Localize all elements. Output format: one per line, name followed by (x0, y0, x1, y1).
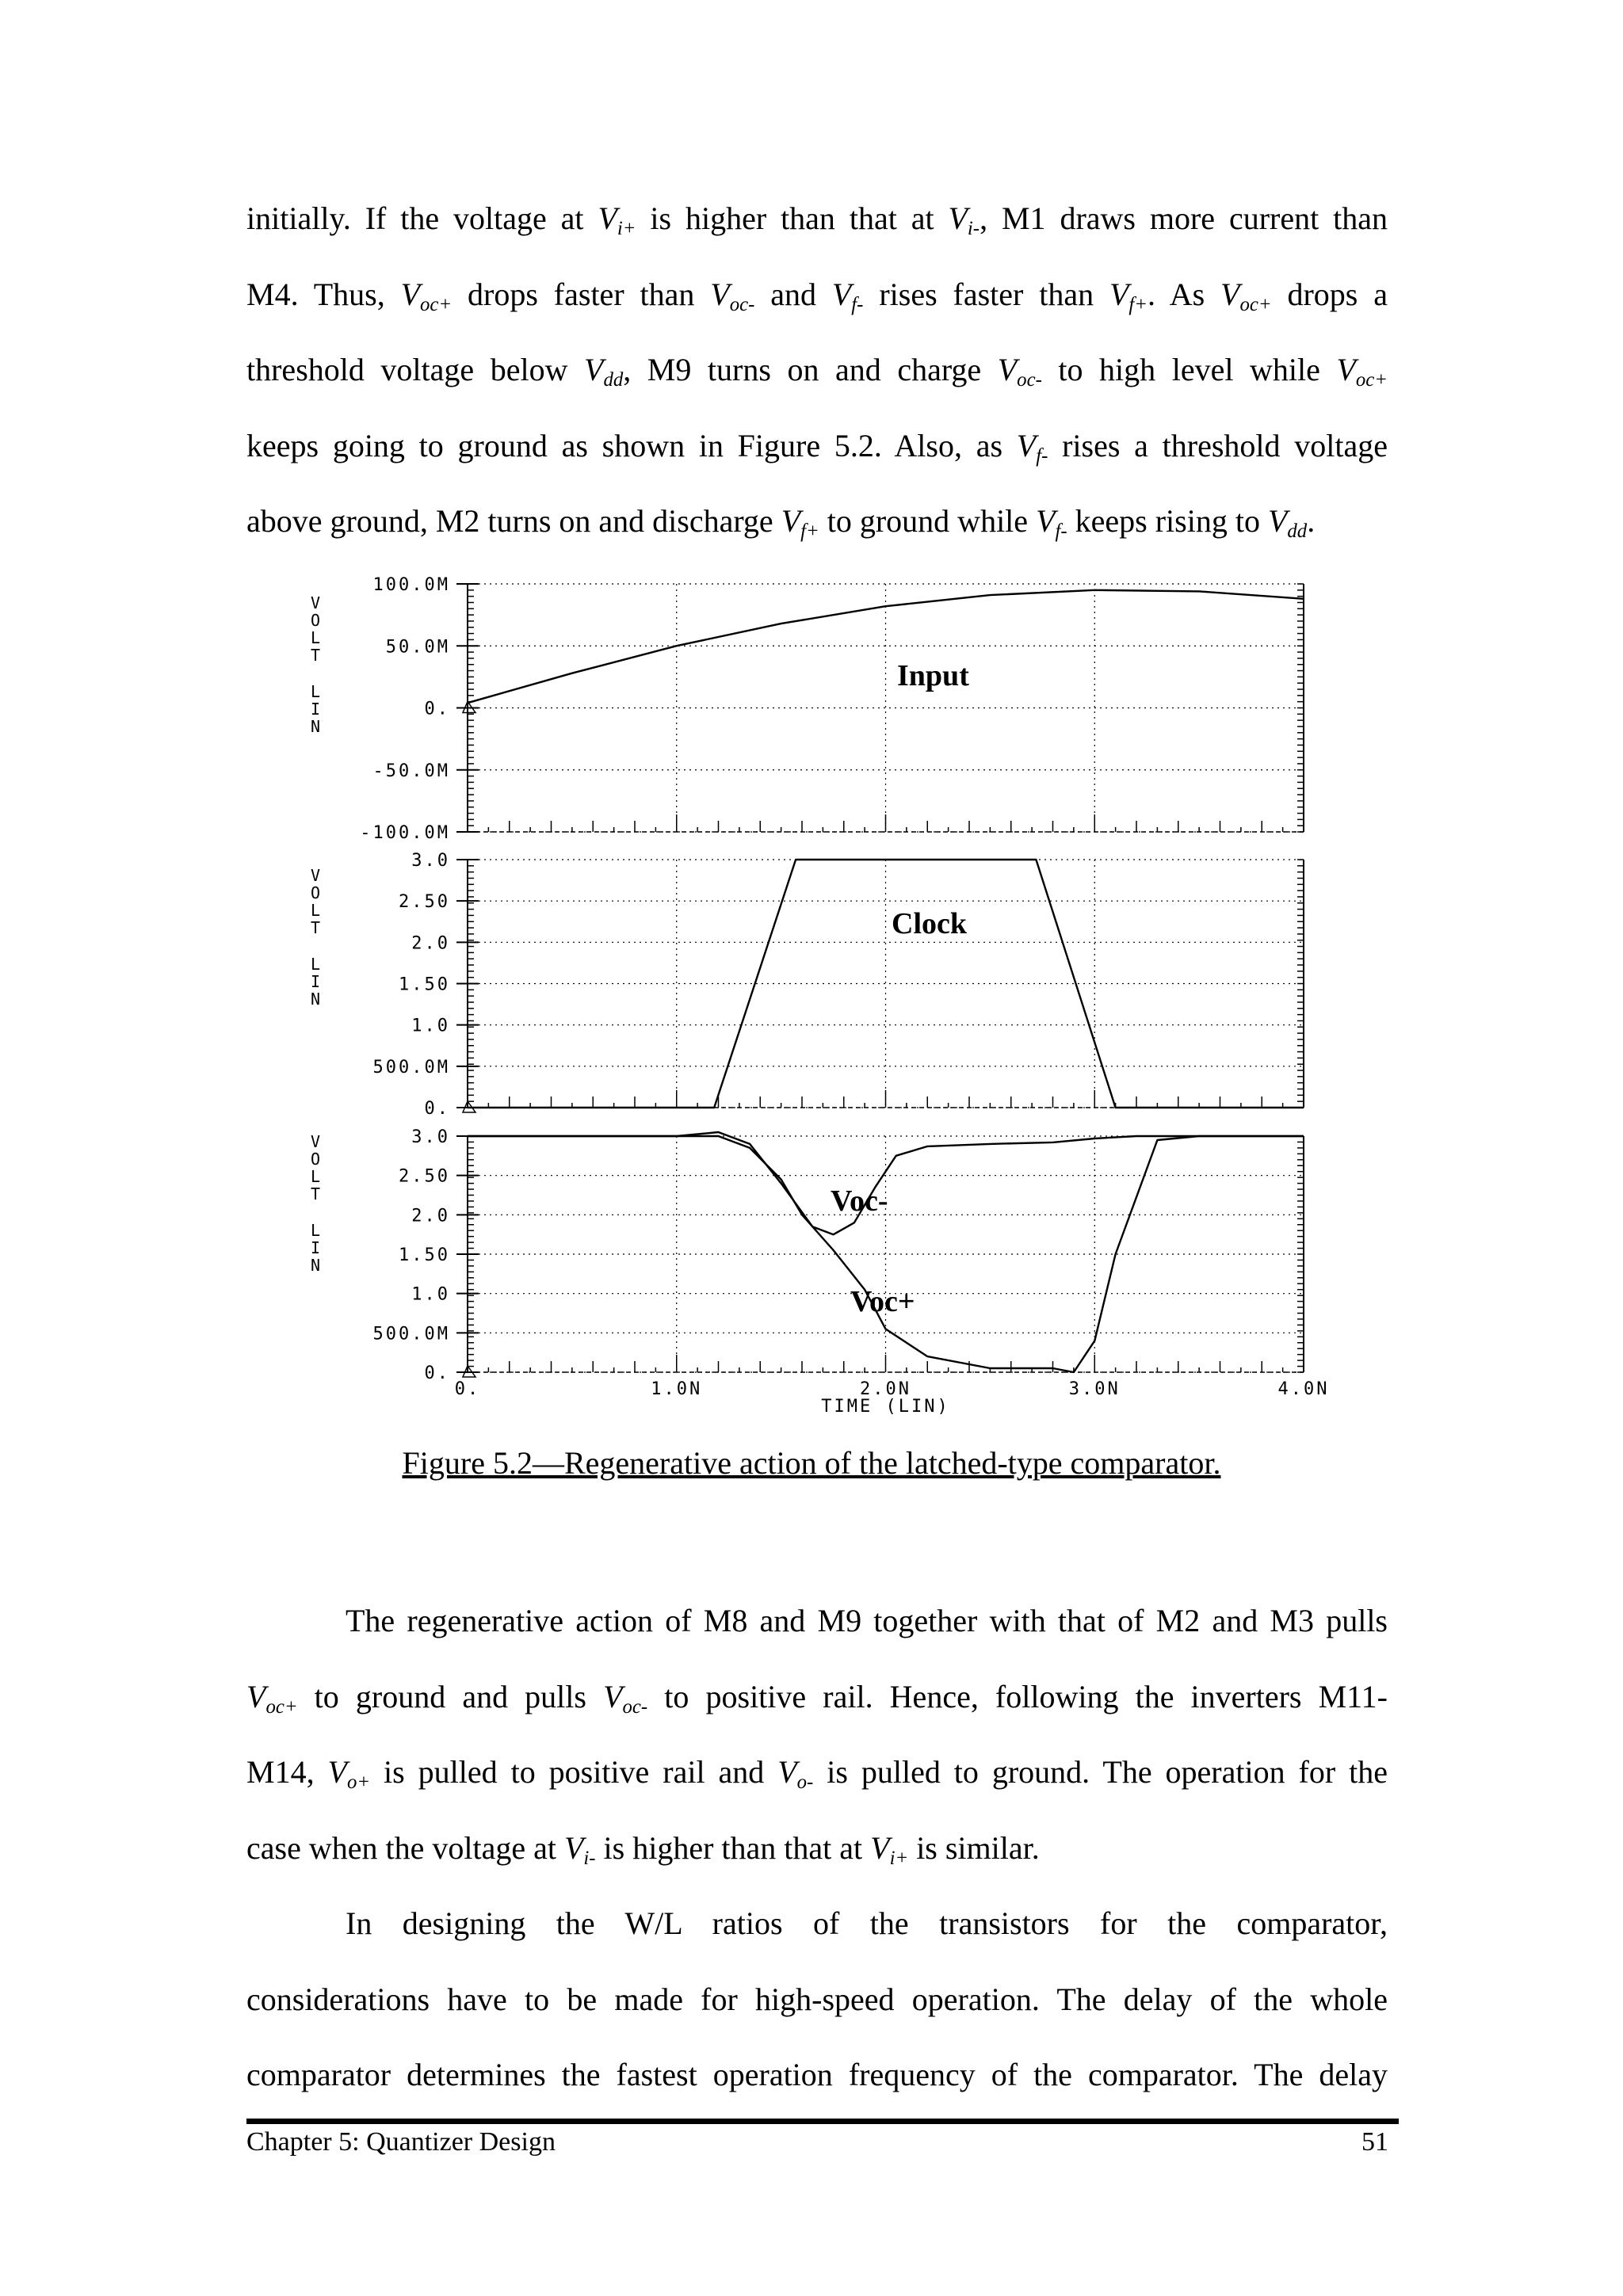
footer-chapter: Chapter 5: Quantizer Design (246, 2127, 556, 2157)
y-axis-letter: L (310, 901, 321, 920)
y-tick-label: 100.0M (372, 575, 450, 595)
y-tick-label: 3.0 (411, 851, 450, 871)
text-line: $V_{oc+}$ to ground and pulls $V_{oc-}$ to positive rail. Hence, following the inverters M11- (246, 1678, 1388, 1718)
trace-label: Clock (892, 907, 967, 940)
paragraph-1 (246, 181, 1388, 559)
y-tick-label: 2.0 (411, 933, 450, 954)
y-axis-letter: I (310, 700, 321, 719)
trace-label: Voc+ (850, 1285, 915, 1318)
y-axis-letter: I (310, 972, 321, 991)
paragraph-2 (246, 1583, 1388, 1886)
x-tick-label: 0. (454, 1379, 481, 1399)
text-line: considerations have to be made for high-speed operation. The delay of the whole (246, 1981, 1388, 2017)
y-axis-letter: N (310, 990, 321, 1009)
y-axis-letter: O (310, 1150, 321, 1169)
text-line: above ground, M2 turns on and discharge $V_{f+}$ to ground while $V_{f-}$ keeps rising to $V_{dd}$. (246, 503, 1316, 542)
y-tick-label: 1.0 (411, 1016, 450, 1036)
y-tick-label: 500.0M (372, 1324, 450, 1344)
y-tick-label: -100.0M (360, 823, 450, 843)
y-axis-letter: L (310, 1167, 321, 1186)
text-line: initially. If the voltage at $V_{i+}$ is higher than that at $V_{i-}$, M1 draws more current than (246, 200, 1388, 239)
x-tick-label: 3.0N (1068, 1379, 1121, 1399)
waveform-figure (293, 570, 1339, 1418)
y-tick-label: 50.0M (385, 637, 450, 658)
text-line: The regenerative action of M8 and M9 together with that of M2 and M3 pulls (346, 1603, 1388, 1638)
y-tick-label: -50.0M (372, 761, 450, 781)
text-line: In designing the W/L ratios of the transistors for the comparator, (346, 1905, 1388, 1941)
y-axis-letter: L (310, 682, 321, 701)
y-tick-label: 2.50 (399, 892, 450, 913)
y-tick-label: 500.0M (372, 1057, 450, 1077)
paragraph-3 (246, 1886, 1388, 2113)
text-line: M14, $V_{o+}$ is pulled to positive rail and $V_{o-}$ is pulled to ground. The operation for the (246, 1754, 1388, 1793)
y-tick-label: 1.50 (399, 974, 450, 995)
x-tick-label: 2.0N (860, 1379, 911, 1399)
y-axis-letter: V (310, 593, 321, 612)
y-axis-letter: T (310, 918, 321, 937)
y-tick-label: 0. (424, 1099, 450, 1119)
y-axis-letter: I (310, 1238, 321, 1257)
text-line: comparator determines the fastest operation frequency of the comparator. The delay (246, 2057, 1388, 2092)
trace-label: Input (897, 659, 969, 692)
y-tick-label: 1.0 (411, 1284, 450, 1305)
text-line: case when the voltage at $V_{i-}$ is higher than that at $V_{i+}$ is similar. (246, 1829, 1040, 1869)
x-tick-label: 4.0N (1277, 1379, 1330, 1399)
y-axis-letter: L (310, 1221, 321, 1240)
y-tick-label: 3.0 (411, 1127, 450, 1147)
y-axis-letter: O (310, 883, 321, 902)
y-axis-letter: V (310, 866, 321, 885)
figure-caption: Figure 5.2—Regenerative action of the latched-type comparator. (402, 1445, 1221, 1481)
text-line: keeps going to ground as shown in Figure 5.2. Also, as $V_{f-}$ rises a threshold voltage (246, 427, 1388, 467)
y-axis-letter: O (310, 611, 321, 630)
trace-label: Voc- (831, 1184, 888, 1218)
y-axis-letter: T (310, 646, 321, 665)
y-axis-letter: N (310, 1256, 321, 1275)
x-axis-title: TIME (LIN) (821, 1397, 950, 1417)
y-tick-label: 1.50 (399, 1245, 450, 1265)
y-axis-letter: T (310, 1184, 321, 1203)
y-tick-label: 0. (424, 699, 450, 719)
y-axis-letter: V (310, 1132, 321, 1151)
y-axis-letter: N (310, 717, 321, 736)
page-number: 51 (1361, 2127, 1388, 2157)
y-tick-label: 2.50 (399, 1166, 450, 1187)
y-tick-label: 2.0 (411, 1206, 450, 1226)
y-tick-label: 0. (424, 1363, 450, 1383)
text-line: M4. Thus, $V_{oc+}$ drops faster than $V_{oc-}$ and $V_{f-}$ rises faster than $V_{f+}$. As $V_{oc+}$ drops a (246, 276, 1388, 315)
text-line: threshold voltage below $V_{dd}$, M9 turns on and charge $V_{oc-}$ to high level while $V_{oc+}$ (246, 352, 1388, 391)
x-tick-label: 1.0N (651, 1379, 703, 1399)
y-axis-letter: L (310, 628, 321, 647)
footer-rule (246, 2119, 1399, 2124)
y-axis-letter: L (310, 955, 321, 974)
